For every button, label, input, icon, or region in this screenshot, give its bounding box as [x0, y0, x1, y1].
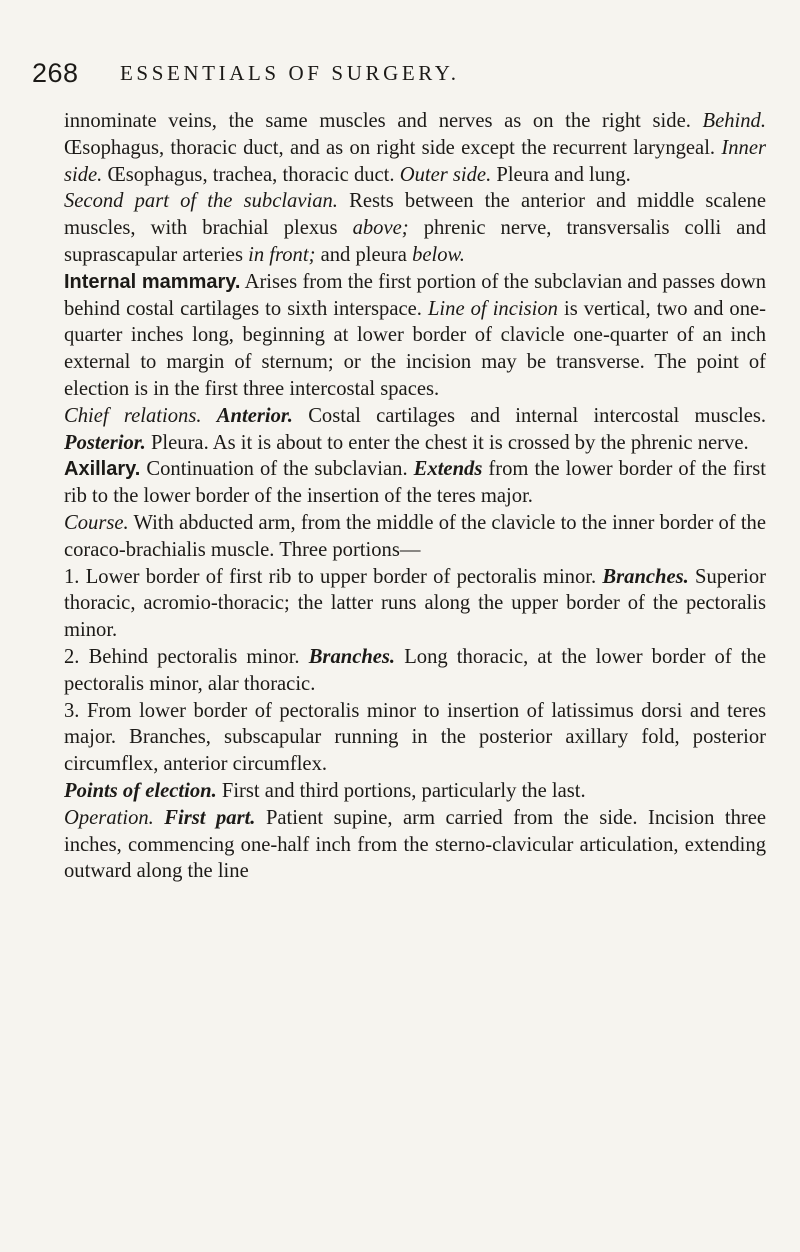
text-run: is vertical, two and one-quarter inches long, beginning at lower border of clavicle one-quarter of an inch external to margin of sternum; or the incision may be transverse. The point of election is in the first three intercostal spaces.: [64, 297, 767, 400]
paragraph-points-of-election: [64, 778, 766, 805]
text-run: Œsophagus, trachea, thoracic duct.: [102, 163, 400, 186]
paragraph-operation: [64, 805, 766, 885]
heading-axillary: Axillary.: [64, 458, 141, 481]
running-title: ESSENTIALS OF SURGERY.: [120, 61, 460, 85]
paragraph-axillary: [64, 456, 766, 510]
term-inner-side: Inner side.: [64, 136, 767, 186]
term-outer-side: Outer side.: [399, 163, 492, 186]
text-run: 2. Behind pectoralis minor.: [64, 645, 309, 668]
text-run: phrenic nerve, transversalis colli and suprascapular arteries: [64, 217, 766, 266]
text-run: Arises from the first portion of the subclavian and passes down behind costal cartilages to sixth interspace.: [64, 270, 766, 320]
text-run: [154, 807, 164, 829]
body-text: [64, 108, 766, 885]
paragraph-portion-1: [64, 564, 766, 644]
text-run: Rests between the anterior and middle scalene muscles, with brachial plexus: [64, 190, 766, 240]
text-run: except the recurrent laryngeal.: [454, 136, 722, 159]
text-run: With abducted arm, from the middle of the clavicle to the inner border of the coraco-brachialis muscle. Three portions—: [64, 511, 766, 561]
term-branches: Branches.: [602, 565, 689, 588]
text-run: Continuation of the subclavian.: [140, 458, 414, 481]
heading-internal-mammary: Internal mammary.: [64, 270, 241, 293]
term-points-of-election: Points of election.: [64, 779, 217, 802]
term-behind: Behind.: [702, 110, 766, 132]
term-in-front: in front;: [248, 243, 316, 266]
term-posterior: Posterior.: [64, 431, 146, 454]
text-run: Pleura and lung.: [491, 163, 631, 186]
term-line-of-incision: Line of incision: [427, 297, 558, 320]
text-run: First and third portions, particularly the last.: [216, 779, 586, 802]
text-run: Pleura. As it is about to enter the chest it is crossed by the phrenic nerve.: [145, 431, 749, 454]
term-second-part: Second part of the subclavian.: [64, 190, 338, 213]
term-branches: Branches.: [308, 645, 396, 668]
term-first-part: First part.: [164, 806, 256, 829]
text-run: Patient supine, arm carried from the side. Incision three inches, commencing one-half inch from the sterno-clavicular articulation, extending outward along the line: [64, 806, 767, 883]
text-run: Long thoracic, at the lower border of the pectoralis minor, alar thoracic.: [64, 645, 766, 695]
paragraph-chief-relations: [64, 403, 766, 457]
paragraph-portion-2: [64, 644, 766, 698]
term-below: below.: [412, 243, 465, 266]
term-course: Course.: [64, 511, 129, 534]
term-extends: Extends: [413, 458, 483, 481]
text-run: Costal cartilages and internal intercostal muscles.: [292, 404, 767, 427]
text-run: Œsophagus, thoracic duct, and as on right side: [64, 136, 455, 159]
text-run: from the lower border of the first rib to the lower border of the insertion of the teres major.: [64, 458, 766, 508]
text-run: innominate veins, the same muscles and nerves as on the right side.: [64, 110, 703, 132]
paragraph-course: [64, 510, 766, 564]
text-run: and pleura: [315, 243, 413, 266]
paragraph-second-part-subclavian: [64, 188, 766, 268]
paragraph-portion-3: [64, 698, 766, 778]
term-chief-relations: Chief relations.: [64, 404, 202, 427]
page-header: [32, 54, 612, 92]
text-run: [202, 405, 217, 427]
text-run: Superior thoracic, acromio-thoracic; the latter runs along the upper border of the pectoralis minor.: [64, 565, 766, 642]
term-operation: Operation.: [64, 806, 154, 829]
paragraph-internal-mammary: [64, 269, 766, 403]
paragraph-right-side-relations: [64, 108, 766, 188]
term-anterior: Anterior.: [216, 404, 293, 427]
term-above: above;: [352, 217, 409, 240]
text-run: 1. Lower border of first rib to upper border of pectoralis minor.: [64, 565, 603, 588]
text-run: 3. From lower border of pectoralis minor to insertion of latissimus dorsi and teres major. Branches, subscapular running in the posterior axillary fold, posterior circumflex, anterior circumflex.: [64, 699, 766, 776]
page-number: 268: [32, 58, 79, 88]
